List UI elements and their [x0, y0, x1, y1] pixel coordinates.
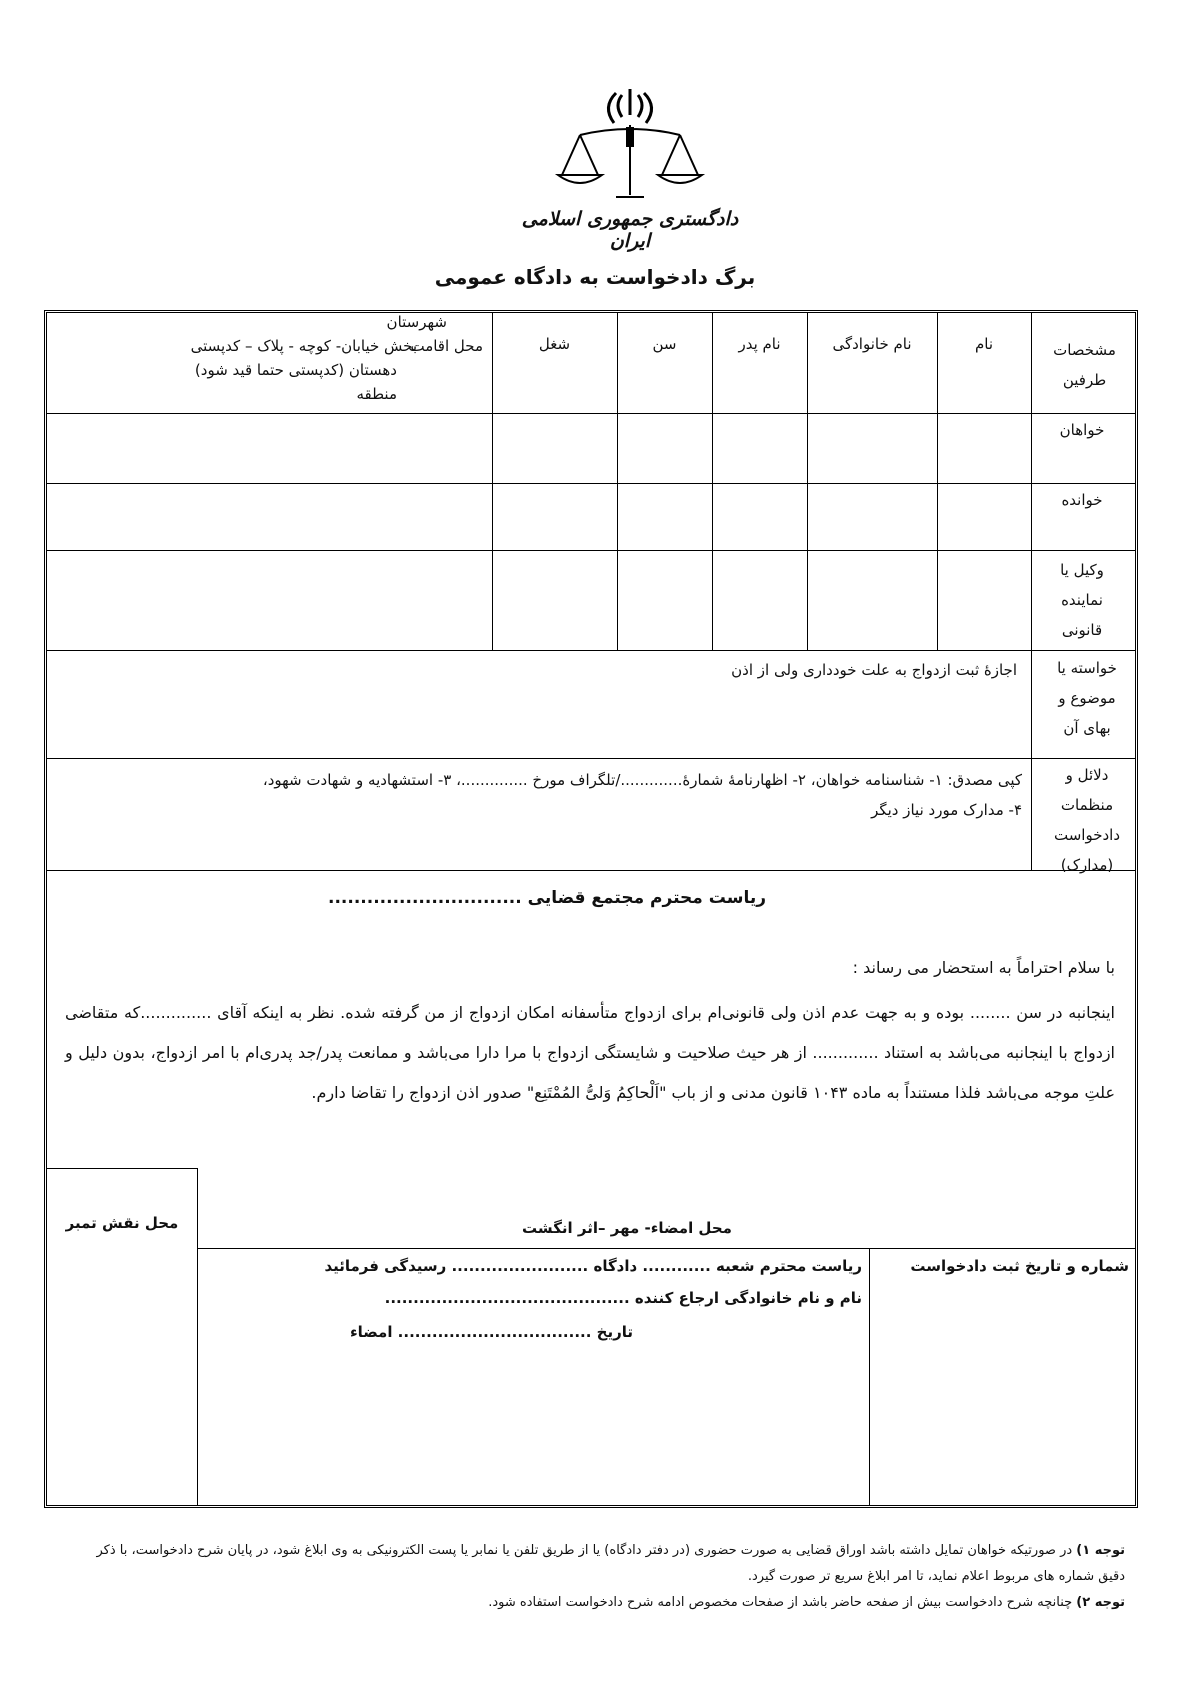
referral-line2: نام و نام خانوادگی ارجاع کننده ...........................................	[384, 1289, 862, 1307]
header-address-line3: دهستان (کدپستی حتما قید شود)	[194, 361, 397, 379]
header-name: نام	[974, 335, 994, 353]
letter-greeting: با سلام احتراماً به استحضار می رساند :	[852, 958, 1115, 977]
header-family-name: نام خانوادگی	[832, 335, 912, 353]
organization-name: دادگستری جمهوری اسلامی ایران	[521, 208, 739, 252]
note-2-text: چنانچه شرح دادخواست بیش از صفحه حاضر باشد از صفحات مخصوص ادامه شرح دادخواست استفاده شود.	[488, 1595, 1073, 1610]
signature-place: محل امضاء- مهر –اثر انگشت	[522, 1219, 732, 1237]
note-2	[70, 1590, 1125, 1616]
subject-text: اجازۀ ثبت ازدواج به علت خودداری ولی از اذن	[731, 661, 1017, 679]
row-label-plaintiff: خواهان	[1059, 421, 1105, 439]
referral-line3: تاریخ .................................. امضاء	[349, 1323, 633, 1341]
header-address-line2: بخش خیابان- کوچه - پلاک – کدپستی	[190, 337, 417, 355]
header-father-name: نام پدر	[738, 335, 781, 353]
row-label-evidence: دلائل و منظمات دادخواست (مدارک)	[1053, 766, 1120, 874]
row-label-lawyer: وکیل یا نماینده قانونی	[1060, 561, 1104, 639]
note-2-label: توجه ۲)	[1076, 1595, 1125, 1610]
header-address-line1: شهرستان	[386, 313, 447, 331]
note-1	[70, 1538, 1125, 1590]
evidence-line2: ۴- مدارک مورد نیاز دیگر	[871, 801, 1022, 819]
stamp-place: محل نقش تمبر	[65, 1214, 179, 1232]
registration-number-label: شماره و تاریخ ثبت دادخواست	[910, 1257, 1129, 1275]
header-address-line4: منطقه	[356, 385, 397, 403]
petition-form	[44, 310, 1138, 1508]
evidence-line1: کپی مصدق: ۱- شناسنامه خواهان، ۲- اظهارنامۀ شمارۀ............./تلگراف مورخ ..............، ۳- استشهادیه و شهادت شهود،	[262, 771, 1022, 789]
notes	[70, 1538, 1125, 1616]
header-address-label: محل اقامت	[410, 337, 483, 355]
letter-body: اینجانبه در سن ........ بوده و به جهت عدم اذن ولی قانونی‌ام برای ازدواج متأسفانه امکان ازدواج از من گرفته شده. نظر به اینکه آقای ..............که متقاضی ازدواج با اینجانبه می‌باشد به استناد ............. از هر حیث صلاحیت و شایستگی ازدواج با مرا دارا می‌باشد و ممانعت پدر/جد پدری‌ام با امر ازدواج، بدون دلیل و علتِ موجه می‌باشد فلذا مستنداً به ماده ۱۰۴۳ قانون مدنی و از باب "اَلْحاکِمُ وَلیُّ المُمْتَنِع" صدور اذن ازدواج را تقاضا دارم.	[65, 1003, 1115, 1102]
row-label-defendant: خوانده	[1061, 491, 1103, 509]
letter-salutation: ریاست محترم مجتمع قضایی ..............................	[327, 888, 766, 908]
header-job: شغل	[538, 335, 571, 353]
header-age: سن	[652, 335, 677, 353]
judiciary-emblem-icon	[540, 85, 720, 205]
row-label-subject: خواسته یا موضوع و بهای آن	[1057, 659, 1117, 737]
note-1-label: توجه ۱)	[1076, 1543, 1125, 1558]
header-parties: مشخصات طرفین	[1053, 341, 1116, 389]
referral-line1: ریاست محترم شعبه ............ دادگاه ........................ رسیدگی فرمائید	[324, 1257, 862, 1275]
form-title: برگ دادخواست به دادگاه عمومی	[434, 265, 756, 289]
note-1-text: در صورتیکه خواهان تمایل داشته باشد اوراق قضایی به صورت حضوری (در دفتر دادگاه) یا از طریق تلفن یا نمابر یا پست الکترونیکی به وی ابلاغ شود، در پایان شرح دادخواست، با ذکر دقیق شماره های مربوط اعلام نماید، تا امر ابلاغ سریع تر صورت گیرد.	[96, 1543, 1125, 1584]
